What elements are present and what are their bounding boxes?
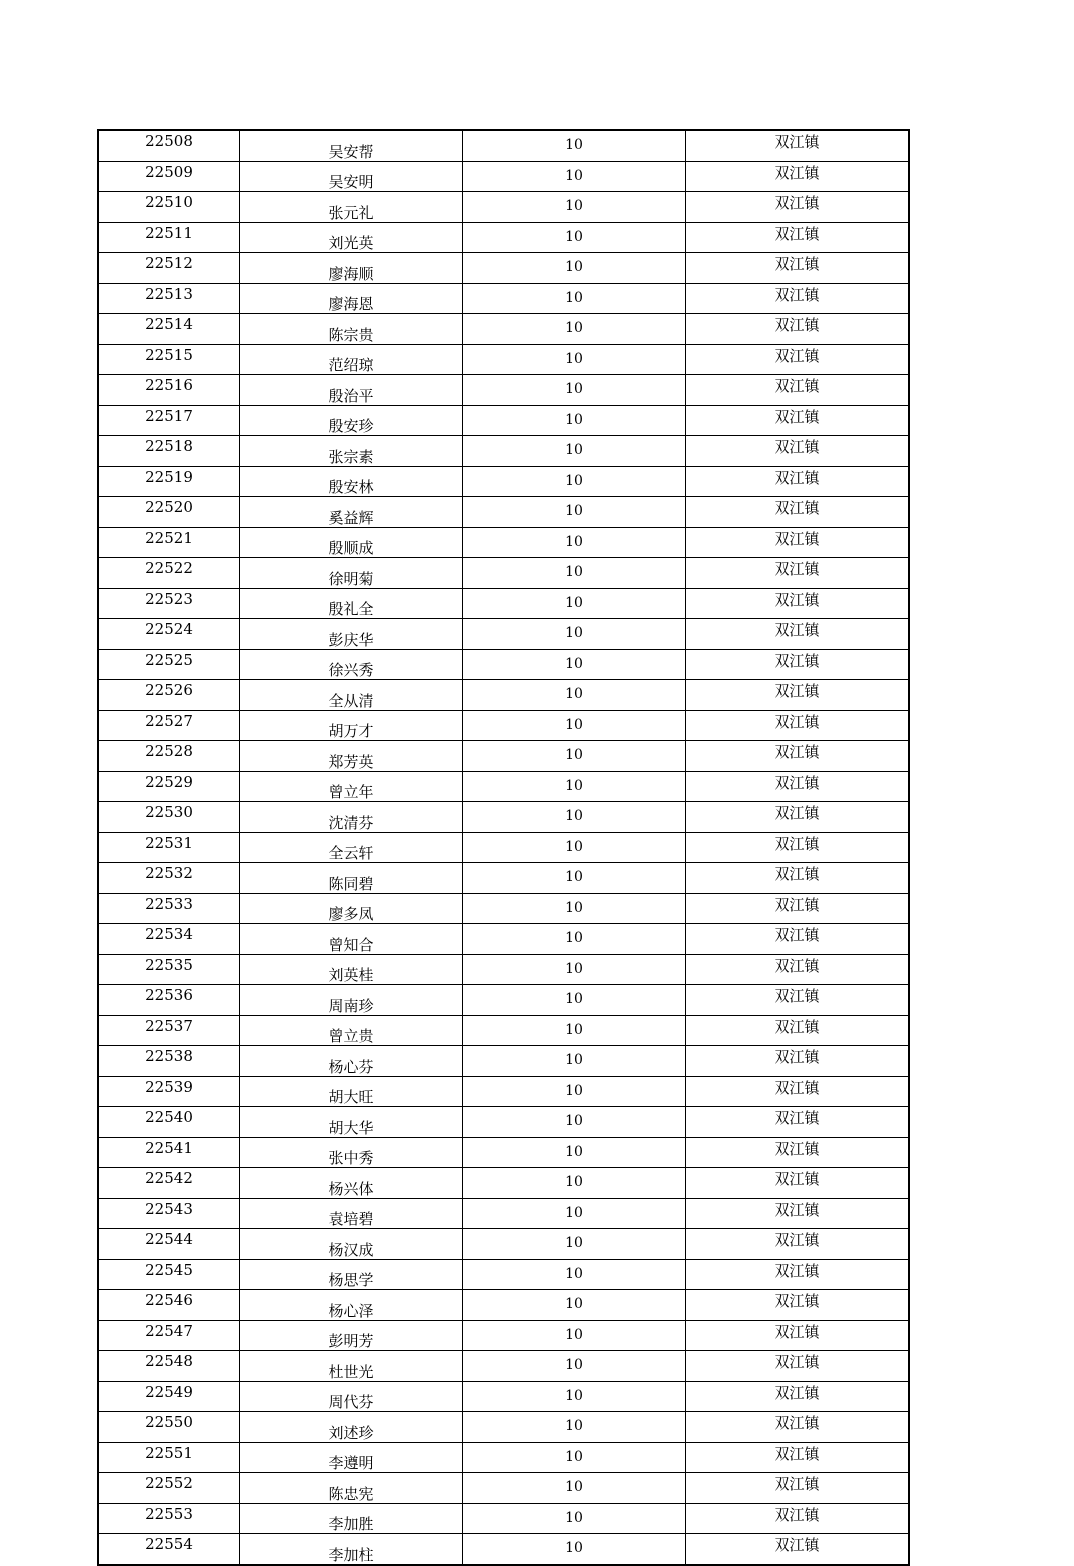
cell-name: 殷安林 [240,466,463,497]
cell-amount: 10 [463,1198,686,1229]
cell-name: 刘光英 [240,222,463,253]
cell-id: 22534 [98,924,240,955]
cell-town: 双江镇 [686,1198,910,1229]
table-row [98,741,909,772]
cell-name: 杨心泽 [240,1290,463,1321]
cell-town: 双江镇 [686,527,910,558]
cell-id: 22551 [98,1442,240,1473]
cell-town: 双江镇 [686,497,910,528]
cell-id: 22511 [98,222,240,253]
table-row [98,893,909,924]
cell-town: 双江镇 [686,1137,910,1168]
cell-amount: 10 [463,1168,686,1199]
cell-id: 22538 [98,1046,240,1077]
cell-town: 双江镇 [686,558,910,589]
cell-id: 22518 [98,436,240,467]
cell-id: 22509 [98,161,240,192]
cell-id: 22544 [98,1229,240,1260]
cell-town: 双江镇 [686,130,910,161]
cell-amount: 10 [463,741,686,772]
cell-id: 22516 [98,375,240,406]
table-row [98,1290,909,1321]
cell-town: 双江镇 [686,436,910,467]
cell-id: 22550 [98,1412,240,1443]
table-row [98,649,909,680]
cell-amount: 10 [463,1046,686,1077]
cell-name: 胡大旺 [240,1076,463,1107]
table-row [98,466,909,497]
table-row [98,283,909,314]
table-row [98,1198,909,1229]
cell-amount: 10 [463,1473,686,1504]
table-row [98,985,909,1016]
cell-amount: 10 [463,893,686,924]
cell-town: 双江镇 [686,405,910,436]
cell-amount: 10 [463,405,686,436]
table-row [98,1229,909,1260]
cell-town: 双江镇 [686,924,910,955]
cell-id: 22536 [98,985,240,1016]
cell-id: 22546 [98,1290,240,1321]
cell-amount: 10 [463,1107,686,1138]
cell-town: 双江镇 [686,832,910,863]
table-row [98,527,909,558]
cell-amount: 10 [463,161,686,192]
cell-id: 22517 [98,405,240,436]
table-row [98,161,909,192]
cell-id: 22542 [98,1168,240,1199]
cell-town: 双江镇 [686,161,910,192]
cell-id: 22519 [98,466,240,497]
data-table [97,129,910,1566]
cell-town: 双江镇 [686,649,910,680]
cell-id: 22540 [98,1107,240,1138]
cell-amount: 10 [463,1442,686,1473]
cell-id: 22549 [98,1381,240,1412]
cell-name: 奚益辉 [240,497,463,528]
cell-town: 双江镇 [686,1381,910,1412]
cell-town: 双江镇 [686,1076,910,1107]
cell-amount: 10 [463,314,686,345]
cell-amount: 10 [463,375,686,406]
cell-id: 22543 [98,1198,240,1229]
cell-name: 全云轩 [240,832,463,863]
cell-amount: 10 [463,130,686,161]
cell-name: 徐兴秀 [240,649,463,680]
cell-id: 22539 [98,1076,240,1107]
cell-amount: 10 [463,558,686,589]
cell-name: 周代芬 [240,1381,463,1412]
cell-amount: 10 [463,771,686,802]
cell-name: 张元礼 [240,192,463,223]
cell-name: 李加胜 [240,1503,463,1534]
table-row [98,1442,909,1473]
cell-amount: 10 [463,1412,686,1443]
table-row [98,771,909,802]
table-row [98,405,909,436]
cell-name: 廖海恩 [240,283,463,314]
cell-amount: 10 [463,344,686,375]
cell-town: 双江镇 [686,619,910,650]
table-row [98,1168,909,1199]
cell-amount: 10 [463,222,686,253]
cell-id: 22521 [98,527,240,558]
cell-name: 殷治平 [240,375,463,406]
cell-name: 陈宗贵 [240,314,463,345]
table-row [98,1015,909,1046]
cell-town: 双江镇 [686,1534,910,1565]
cell-amount: 10 [463,1076,686,1107]
cell-name: 胡万才 [240,710,463,741]
table-row [98,680,909,711]
cell-name: 殷安珍 [240,405,463,436]
cell-name: 郑芳英 [240,741,463,772]
cell-id: 22532 [98,863,240,894]
cell-amount: 10 [463,436,686,467]
cell-id: 22508 [98,130,240,161]
cell-name: 杨汉成 [240,1229,463,1260]
cell-id: 22553 [98,1503,240,1534]
cell-amount: 10 [463,192,686,223]
cell-id: 22530 [98,802,240,833]
table-row [98,1412,909,1443]
table-body [98,130,909,1565]
cell-town: 双江镇 [686,1412,910,1443]
cell-town: 双江镇 [686,1351,910,1382]
table-row [98,1381,909,1412]
cell-amount: 10 [463,1137,686,1168]
cell-town: 双江镇 [686,1107,910,1138]
cell-amount: 10 [463,1320,686,1351]
cell-amount: 10 [463,680,686,711]
table-row [98,1473,909,1504]
table-row [98,863,909,894]
cell-amount: 10 [463,924,686,955]
table-row [98,314,909,345]
cell-amount: 10 [463,954,686,985]
cell-id: 22527 [98,710,240,741]
table-row [98,1503,909,1534]
cell-town: 双江镇 [686,466,910,497]
cell-town: 双江镇 [686,1290,910,1321]
cell-town: 双江镇 [686,1259,910,1290]
cell-id: 22548 [98,1351,240,1382]
cell-name: 张宗素 [240,436,463,467]
cell-name: 曾立年 [240,771,463,802]
cell-id: 22531 [98,832,240,863]
cell-name: 吴安明 [240,161,463,192]
cell-name: 曾知合 [240,924,463,955]
cell-id: 22554 [98,1534,240,1565]
cell-amount: 10 [463,1259,686,1290]
table-row [98,588,909,619]
table-row [98,130,909,161]
table-row [98,192,909,223]
cell-name: 刘英桂 [240,954,463,985]
cell-amount: 10 [463,1534,686,1565]
cell-town: 双江镇 [686,954,910,985]
table-row [98,954,909,985]
cell-town: 双江镇 [686,1473,910,1504]
cell-amount: 10 [463,832,686,863]
cell-town: 双江镇 [686,1015,910,1046]
cell-name: 曾立贵 [240,1015,463,1046]
cell-name: 全从清 [240,680,463,711]
cell-name: 袁培碧 [240,1198,463,1229]
cell-name: 李遵明 [240,1442,463,1473]
cell-amount: 10 [463,1015,686,1046]
cell-town: 双江镇 [686,314,910,345]
cell-amount: 10 [463,863,686,894]
cell-amount: 10 [463,466,686,497]
cell-id: 22512 [98,253,240,284]
table-row [98,1534,909,1565]
cell-town: 双江镇 [686,985,910,1016]
table-row [98,344,909,375]
cell-name: 周南珍 [240,985,463,1016]
cell-name: 沈清芬 [240,802,463,833]
cell-town: 双江镇 [686,1320,910,1351]
table-row [98,1046,909,1077]
cell-name: 廖多凤 [240,893,463,924]
table-row [98,1259,909,1290]
table-row [98,710,909,741]
cell-town: 双江镇 [686,1442,910,1473]
cell-amount: 10 [463,1229,686,1260]
cell-town: 双江镇 [686,192,910,223]
table-row [98,1137,909,1168]
cell-town: 双江镇 [686,344,910,375]
table-row [98,832,909,863]
cell-name: 吴安帮 [240,130,463,161]
table-row [98,497,909,528]
cell-name: 杜世光 [240,1351,463,1382]
table-row [98,1076,909,1107]
cell-amount: 10 [463,710,686,741]
cell-name: 杨心芬 [240,1046,463,1077]
cell-name: 殷礼全 [240,588,463,619]
cell-town: 双江镇 [686,1229,910,1260]
cell-id: 22525 [98,649,240,680]
cell-amount: 10 [463,588,686,619]
cell-id: 22545 [98,1259,240,1290]
cell-id: 22515 [98,344,240,375]
cell-name: 陈同碧 [240,863,463,894]
cell-name: 刘述珍 [240,1412,463,1443]
cell-town: 双江镇 [686,1168,910,1199]
cell-town: 双江镇 [686,1046,910,1077]
table-row [98,802,909,833]
cell-town: 双江镇 [686,802,910,833]
cell-amount: 10 [463,497,686,528]
cell-name: 范绍琼 [240,344,463,375]
cell-id: 22537 [98,1015,240,1046]
cell-id: 22523 [98,588,240,619]
cell-id: 22547 [98,1320,240,1351]
cell-town: 双江镇 [686,375,910,406]
table-row [98,924,909,955]
cell-amount: 10 [463,283,686,314]
table-row [98,222,909,253]
table-row [98,436,909,467]
cell-name: 廖海顺 [240,253,463,284]
cell-name: 李加柱 [240,1534,463,1565]
cell-id: 22533 [98,893,240,924]
table-row [98,1351,909,1382]
cell-town: 双江镇 [686,222,910,253]
cell-amount: 10 [463,985,686,1016]
cell-name: 彭庆华 [240,619,463,650]
cell-name: 杨兴体 [240,1168,463,1199]
cell-name: 张中秀 [240,1137,463,1168]
table-row [98,1320,909,1351]
cell-id: 22526 [98,680,240,711]
table-row [98,1107,909,1138]
cell-id: 22552 [98,1473,240,1504]
table-row [98,558,909,589]
cell-town: 双江镇 [686,588,910,619]
cell-town: 双江镇 [686,680,910,711]
cell-id: 22524 [98,619,240,650]
cell-name: 胡大华 [240,1107,463,1138]
cell-amount: 10 [463,649,686,680]
table-row [98,375,909,406]
cell-town: 双江镇 [686,283,910,314]
cell-amount: 10 [463,1381,686,1412]
cell-town: 双江镇 [686,253,910,284]
cell-name: 彭明芳 [240,1320,463,1351]
cell-id: 22520 [98,497,240,528]
cell-amount: 10 [463,1351,686,1382]
cell-id: 22535 [98,954,240,985]
cell-name: 杨思学 [240,1259,463,1290]
cell-id: 22522 [98,558,240,589]
cell-town: 双江镇 [686,863,910,894]
cell-amount: 10 [463,527,686,558]
cell-amount: 10 [463,802,686,833]
cell-town: 双江镇 [686,741,910,772]
cell-amount: 10 [463,1290,686,1321]
cell-id: 22510 [98,192,240,223]
table-row [98,619,909,650]
cell-amount: 10 [463,1503,686,1534]
cell-name: 陈忠宪 [240,1473,463,1504]
cell-town: 双江镇 [686,1503,910,1534]
cell-amount: 10 [463,619,686,650]
cell-amount: 10 [463,253,686,284]
cell-name: 徐明菊 [240,558,463,589]
cell-town: 双江镇 [686,710,910,741]
cell-id: 22514 [98,314,240,345]
cell-town: 双江镇 [686,893,910,924]
cell-id: 22513 [98,283,240,314]
cell-name: 殷顺成 [240,527,463,558]
table-row [98,253,909,284]
cell-id: 22529 [98,771,240,802]
cell-id: 22541 [98,1137,240,1168]
cell-id: 22528 [98,741,240,772]
cell-town: 双江镇 [686,771,910,802]
